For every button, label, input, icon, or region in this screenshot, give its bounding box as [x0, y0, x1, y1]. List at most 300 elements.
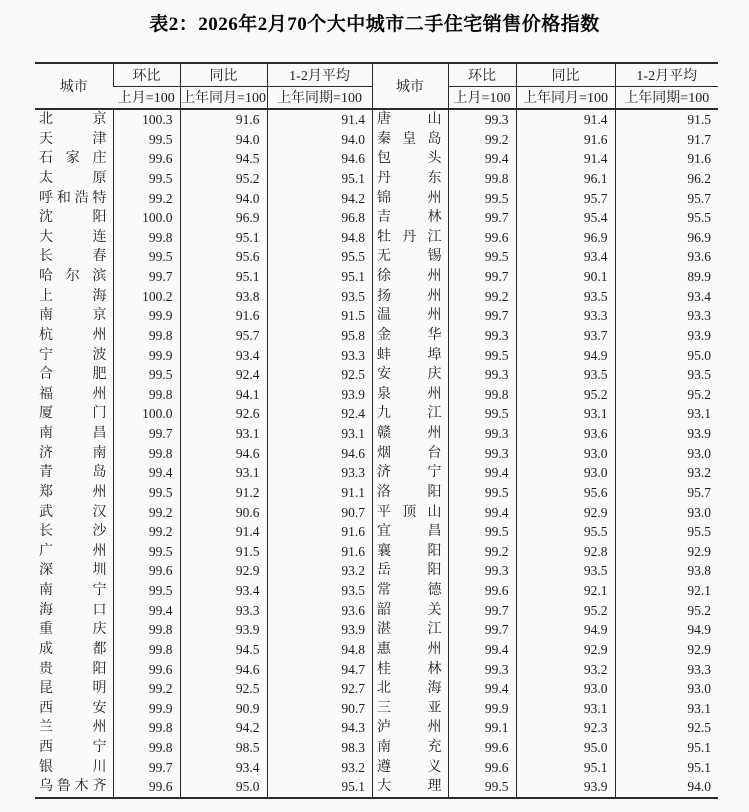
city-char: 福: [39, 386, 53, 402]
mom-value-cell: 99.4: [448, 503, 516, 523]
mom-value-cell: 99.7: [113, 424, 180, 444]
city-char: 岛: [92, 465, 107, 481]
yoy-value-cell: 95.2: [180, 169, 267, 189]
avg-value-cell: 95.7: [615, 483, 718, 503]
city-cell: [35, 522, 113, 542]
header-row-top: [35, 63, 718, 86]
city-char: 海: [92, 288, 107, 304]
mom-value-cell: 99.2: [448, 287, 516, 307]
city-char: 庆: [92, 622, 107, 638]
table-header: [35, 63, 718, 109]
mom-value-cell: 99.4: [448, 640, 516, 660]
mom-value-cell: 99.9: [113, 346, 180, 366]
header-yoy: 同比: [516, 63, 615, 86]
city-cell: [35, 130, 113, 150]
mom-value-cell: 99.2: [448, 542, 516, 562]
city-cell: [35, 346, 113, 366]
city-cell: [35, 758, 113, 778]
city-char: 义: [427, 759, 442, 775]
avg-value-cell: 93.0: [615, 444, 718, 464]
city-char: 平: [377, 504, 391, 520]
city-cell: [372, 169, 448, 189]
city-char: 阳: [427, 484, 442, 500]
city-char: 成: [39, 641, 53, 657]
avg-value-cell: 98.3: [267, 738, 372, 758]
mom-value-cell: 99.6: [448, 581, 516, 601]
city-char: 州: [427, 288, 442, 304]
avg-value-cell: 93.6: [267, 601, 372, 621]
city-char: 上: [39, 288, 53, 304]
city-char: 阳: [92, 210, 107, 226]
city-cell: [372, 287, 448, 307]
header-yoy-base: 上年同月=100: [180, 86, 267, 109]
city-char: 州: [427, 426, 442, 441]
city-char: 郑: [39, 484, 53, 500]
city-char: 德: [427, 583, 442, 598]
city-cell: [372, 777, 448, 797]
city-char: 江: [427, 406, 442, 422]
mom-value-cell: 99.8: [113, 228, 180, 248]
city-char: 滨: [92, 269, 107, 284]
city-char: 徐: [377, 269, 391, 284]
avg-value-cell: 92.1: [615, 581, 718, 601]
city-char: 湛: [377, 622, 391, 638]
avg-value-cell: 94.9: [615, 620, 718, 640]
city-cell: [35, 561, 113, 581]
city-cell: [372, 385, 448, 405]
mom-value-cell: 99.5: [113, 247, 180, 267]
avg-value-cell: 92.9: [615, 542, 718, 562]
mom-value-cell: 99.8: [113, 640, 180, 660]
table-row: [35, 385, 718, 405]
avg-value-cell: 94.8: [267, 228, 372, 248]
city-char: 安: [377, 367, 391, 383]
city-char: 南: [92, 445, 107, 461]
table-row: [35, 208, 718, 228]
city-char: 长: [39, 249, 53, 265]
mom-value-cell: 99.8: [113, 620, 180, 640]
yoy-value-cell: 93.5: [516, 365, 615, 385]
table-row: [35, 718, 718, 738]
mom-value-cell: 99.2: [113, 189, 180, 209]
city-cell: [372, 130, 448, 150]
city-char: 合: [39, 367, 53, 383]
mom-value-cell: 99.5: [113, 581, 180, 601]
mom-value-cell: 99.6: [113, 149, 180, 169]
city-char: 庄: [92, 151, 107, 167]
city-cell: [35, 365, 113, 385]
city-cell: [372, 601, 448, 621]
city-char: 重: [39, 622, 53, 638]
mom-value-cell: 100.0: [113, 404, 180, 424]
mom-value-cell: 99.4: [448, 679, 516, 699]
yoy-value-cell: 91.6: [180, 109, 267, 130]
city-char: 武: [39, 504, 53, 520]
yoy-value-cell: 95.7: [516, 189, 615, 209]
header-mom-base: 上月=100: [113, 86, 180, 109]
city-char: 林: [427, 210, 442, 226]
city-char: 岳: [377, 563, 391, 579]
header-city: 城市: [372, 63, 448, 109]
city-char: 皇: [402, 131, 417, 147]
city-cell: [35, 424, 113, 444]
city-char: 州: [427, 386, 442, 402]
header-yoy: 同比: [180, 63, 267, 86]
table-row: [35, 306, 718, 326]
avg-value-cell: 94.0: [615, 777, 718, 798]
city-char: 北: [39, 112, 53, 127]
avg-value-cell: 93.0: [615, 503, 718, 523]
mom-value-cell: 99.4: [448, 463, 516, 483]
yoy-value-cell: 94.0: [180, 130, 267, 150]
city-char: 乌: [39, 779, 53, 795]
yoy-value-cell: 93.0: [516, 463, 615, 483]
yoy-value-cell: 98.5: [180, 738, 267, 758]
yoy-value-cell: 93.1: [180, 463, 267, 483]
city-cell: [372, 660, 448, 680]
header-mom: 环比: [448, 63, 516, 86]
city-char: 洛: [377, 484, 391, 500]
city-char: 南: [39, 308, 53, 324]
yoy-value-cell: 93.1: [516, 699, 615, 719]
city-char: 烟: [377, 445, 391, 461]
mom-value-cell: 99.7: [448, 601, 516, 621]
city-char: 南: [39, 426, 53, 441]
city-char: 口: [92, 602, 107, 618]
city-cell: [372, 326, 448, 346]
city-char: 州: [427, 641, 442, 657]
city-cell: [372, 640, 448, 660]
city-char: 京: [92, 308, 107, 324]
city-char: 西: [39, 740, 53, 755]
mom-value-cell: 99.9: [113, 699, 180, 719]
city-char: 阳: [427, 563, 442, 579]
yoy-value-cell: 95.2: [516, 601, 615, 621]
city-char: 台: [427, 445, 442, 461]
mom-value-cell: 99.8: [113, 718, 180, 738]
city-char: 州: [92, 386, 107, 402]
city-char: 秦: [377, 131, 391, 147]
avg-value-cell: 95.2: [615, 385, 718, 405]
mom-value-cell: 99.2: [113, 503, 180, 523]
table-row: [35, 581, 718, 601]
avg-value-cell: 95.7: [615, 189, 718, 209]
city-cell: [35, 110, 113, 130]
mom-value-cell: 99.7: [448, 620, 516, 640]
city-char: 包: [377, 151, 391, 167]
city-char: 无: [377, 249, 391, 265]
city-char: 泸: [377, 720, 391, 736]
avg-value-cell: 95.5: [615, 522, 718, 542]
yoy-value-cell: 92.1: [516, 581, 615, 601]
table-row: [35, 130, 718, 150]
city-char: 庆: [427, 367, 442, 383]
avg-value-cell: 91.6: [267, 522, 372, 542]
avg-value-cell: 91.6: [615, 149, 718, 169]
yoy-value-cell: 90.9: [180, 699, 267, 719]
city-char: 山: [427, 112, 442, 127]
city-char: 青: [39, 465, 53, 481]
avg-value-cell: 91.5: [267, 306, 372, 326]
avg-value-cell: 93.3: [267, 463, 372, 483]
city-char: 特: [92, 190, 107, 206]
city-cell: [372, 149, 448, 169]
mom-value-cell: 99.8: [448, 169, 516, 189]
header-avg-base: 上年同期=100: [615, 86, 718, 109]
city-cell: [35, 247, 113, 267]
avg-value-cell: 95.1: [267, 169, 372, 189]
yoy-value-cell: 95.4: [516, 208, 615, 228]
city-char: 宁: [427, 465, 442, 481]
mom-value-cell: 99.8: [448, 385, 516, 405]
table-row: [35, 424, 718, 444]
city-char: 和: [56, 190, 71, 206]
mom-value-cell: 99.9: [448, 699, 516, 719]
mom-value-cell: 99.2: [113, 522, 180, 542]
yoy-value-cell: 94.6: [180, 444, 267, 464]
table-row: [35, 758, 718, 778]
yoy-value-cell: 95.1: [516, 758, 615, 778]
yoy-value-cell: 93.2: [516, 660, 615, 680]
avg-value-cell: 93.1: [267, 424, 372, 444]
city-char: 丹: [377, 170, 391, 186]
city-char: 蚌: [377, 347, 391, 363]
city-char: 哈: [39, 269, 53, 284]
yoy-value-cell: 95.5: [516, 522, 615, 542]
table-row: [35, 542, 718, 562]
avg-value-cell: 91.7: [615, 130, 718, 150]
table-row: [35, 189, 718, 209]
city-char: 广: [39, 543, 53, 559]
city-char: 大: [377, 779, 391, 795]
avg-value-cell: 94.3: [267, 718, 372, 738]
city-cell: [372, 306, 448, 326]
avg-value-cell: 89.9: [615, 267, 718, 287]
yoy-value-cell: 92.5: [180, 679, 267, 699]
mom-value-cell: 99.6: [113, 561, 180, 581]
mom-value-cell: 99.6: [448, 228, 516, 248]
city-cell: [372, 463, 448, 483]
mom-value-cell: 99.3: [448, 424, 516, 444]
yoy-value-cell: 94.0: [180, 189, 267, 209]
city-char: 襄: [377, 543, 391, 559]
city-char: 石: [39, 151, 53, 167]
city-cell: [35, 483, 113, 503]
avg-value-cell: 93.9: [615, 326, 718, 346]
yoy-value-cell: 93.5: [516, 561, 615, 581]
avg-value-cell: 93.1: [615, 699, 718, 719]
city-cell: [35, 601, 113, 621]
city-char: 贵: [39, 661, 53, 677]
city-char: 理: [427, 779, 442, 795]
table-container: [35, 62, 718, 799]
yoy-value-cell: 92.9: [516, 640, 615, 660]
city-char: 赣: [377, 426, 391, 441]
avg-value-cell: 93.3: [615, 660, 718, 680]
city-char: 沈: [39, 210, 53, 226]
city-cell: [35, 503, 113, 523]
table-row: [35, 149, 718, 169]
avg-value-cell: 91.4: [267, 109, 372, 130]
avg-value-cell: 93.5: [267, 581, 372, 601]
avg-value-cell: 94.0: [267, 130, 372, 150]
yoy-value-cell: 94.5: [180, 640, 267, 660]
city-char: 京: [92, 112, 107, 127]
yoy-value-cell: 93.3: [180, 601, 267, 621]
yoy-value-cell: 93.6: [516, 424, 615, 444]
yoy-value-cell: 94.9: [516, 620, 615, 640]
city-char: 鲁: [56, 779, 71, 795]
mom-value-cell: 99.8: [113, 326, 180, 346]
city-cell: [35, 718, 113, 738]
city-char: 州: [92, 543, 107, 559]
city-cell: [372, 346, 448, 366]
city-char: 银: [39, 759, 53, 775]
city-char: 华: [427, 327, 442, 343]
city-char: 州: [427, 269, 442, 284]
city-cell: [372, 424, 448, 444]
yoy-value-cell: 93.7: [516, 326, 615, 346]
mom-value-cell: 99.4: [113, 463, 180, 483]
city-cell: [372, 738, 448, 758]
avg-value-cell: 95.2: [615, 601, 718, 621]
table-row: [35, 777, 718, 798]
mom-value-cell: 99.3: [448, 365, 516, 385]
yoy-value-cell: 93.4: [180, 346, 267, 366]
yoy-value-cell: 95.0: [180, 777, 267, 798]
city-char: 都: [92, 641, 107, 657]
city-char: 川: [92, 759, 107, 775]
city-cell: [372, 404, 448, 424]
mom-value-cell: 99.2: [113, 679, 180, 699]
mom-value-cell: 99.5: [113, 483, 180, 503]
table-row: [35, 463, 718, 483]
yoy-value-cell: 91.4: [516, 109, 615, 130]
avg-value-cell: 94.7: [267, 660, 372, 680]
city-char: 州: [427, 308, 442, 324]
avg-value-cell: 90.7: [267, 699, 372, 719]
mom-value-cell: 99.8: [113, 385, 180, 405]
mom-value-cell: 99.7: [448, 306, 516, 326]
city-char: 三: [377, 700, 391, 716]
city-cell: [35, 660, 113, 680]
mom-value-cell: 99.2: [448, 130, 516, 150]
city-cell: [35, 326, 113, 346]
avg-value-cell: 93.3: [267, 346, 372, 366]
yoy-value-cell: 94.9: [516, 346, 615, 366]
city-char: 天: [39, 131, 53, 147]
mom-value-cell: 99.5: [448, 483, 516, 503]
yoy-value-cell: 91.5: [180, 542, 267, 562]
avg-value-cell: 93.4: [615, 287, 718, 307]
city-cell: [372, 561, 448, 581]
city-char: 连: [92, 229, 107, 245]
city-cell: [35, 581, 113, 601]
header-avg-base: 上年同期=100: [267, 86, 372, 109]
avg-value-cell: 93.6: [615, 247, 718, 267]
city-cell: [372, 620, 448, 640]
yoy-value-cell: 92.3: [516, 718, 615, 738]
table-row: [35, 228, 718, 248]
yoy-value-cell: 92.8: [516, 542, 615, 562]
city-cell: [35, 640, 113, 660]
city-cell: [372, 247, 448, 267]
yoy-value-cell: 93.1: [516, 404, 615, 424]
avg-value-cell: 95.5: [615, 208, 718, 228]
yoy-value-cell: 93.9: [180, 620, 267, 640]
mom-value-cell: 99.8: [113, 444, 180, 464]
city-char: 锡: [427, 249, 442, 265]
city-char: 家: [65, 151, 80, 167]
table-row: [35, 620, 718, 640]
table-row: [35, 169, 718, 189]
mom-value-cell: 100.3: [113, 109, 180, 130]
city-cell: [35, 620, 113, 640]
city-char: 南: [39, 583, 53, 598]
table-row: [35, 444, 718, 464]
yoy-value-cell: 90.1: [516, 267, 615, 287]
yoy-value-cell: 91.2: [180, 483, 267, 503]
mom-value-cell: 99.6: [448, 738, 516, 758]
city-char: 充: [427, 740, 442, 755]
table-row: [35, 699, 718, 719]
yoy-value-cell: 95.0: [516, 738, 615, 758]
avg-value-cell: 95.1: [267, 267, 372, 287]
yoy-value-cell: 93.8: [180, 287, 267, 307]
city-char: 关: [427, 602, 442, 618]
yoy-value-cell: 91.6: [516, 130, 615, 150]
mom-value-cell: 99.5: [448, 522, 516, 542]
avg-value-cell: 93.5: [267, 287, 372, 307]
table-row: [35, 679, 718, 699]
avg-value-cell: 93.0: [615, 679, 718, 699]
yoy-value-cell: 93.1: [180, 424, 267, 444]
yoy-value-cell: 94.2: [180, 718, 267, 738]
yoy-value-cell: 93.3: [516, 306, 615, 326]
city-char: 州: [92, 720, 107, 736]
city-cell: [35, 777, 113, 797]
city-cell: [372, 365, 448, 385]
avg-value-cell: 93.1: [615, 404, 718, 424]
avg-value-cell: 94.6: [267, 149, 372, 169]
city-cell: [372, 581, 448, 601]
city-char: 海: [427, 681, 442, 697]
city-char: 扬: [377, 288, 391, 304]
yoy-value-cell: 94.5: [180, 149, 267, 169]
table-row: [35, 601, 718, 621]
avg-value-cell: 92.5: [267, 365, 372, 385]
city-cell: [372, 679, 448, 699]
city-cell: [372, 189, 448, 209]
mom-value-cell: 99.6: [448, 758, 516, 778]
city-char: 金: [377, 327, 391, 343]
mom-value-cell: 99.6: [113, 660, 180, 680]
mom-value-cell: 99.5: [448, 404, 516, 424]
city-char: 九: [377, 406, 391, 422]
yoy-value-cell: 95.6: [180, 247, 267, 267]
city-cell: [35, 463, 113, 483]
table-row: [35, 503, 718, 523]
table-row: [35, 738, 718, 758]
city-char: 温: [377, 308, 391, 324]
city-char: 岛: [427, 131, 442, 147]
city-char: 州: [92, 484, 107, 500]
yoy-value-cell: 95.1: [180, 228, 267, 248]
table-row: [35, 404, 718, 424]
avg-value-cell: 96.8: [267, 208, 372, 228]
mom-value-cell: 99.6: [113, 777, 180, 798]
city-cell: [372, 542, 448, 562]
